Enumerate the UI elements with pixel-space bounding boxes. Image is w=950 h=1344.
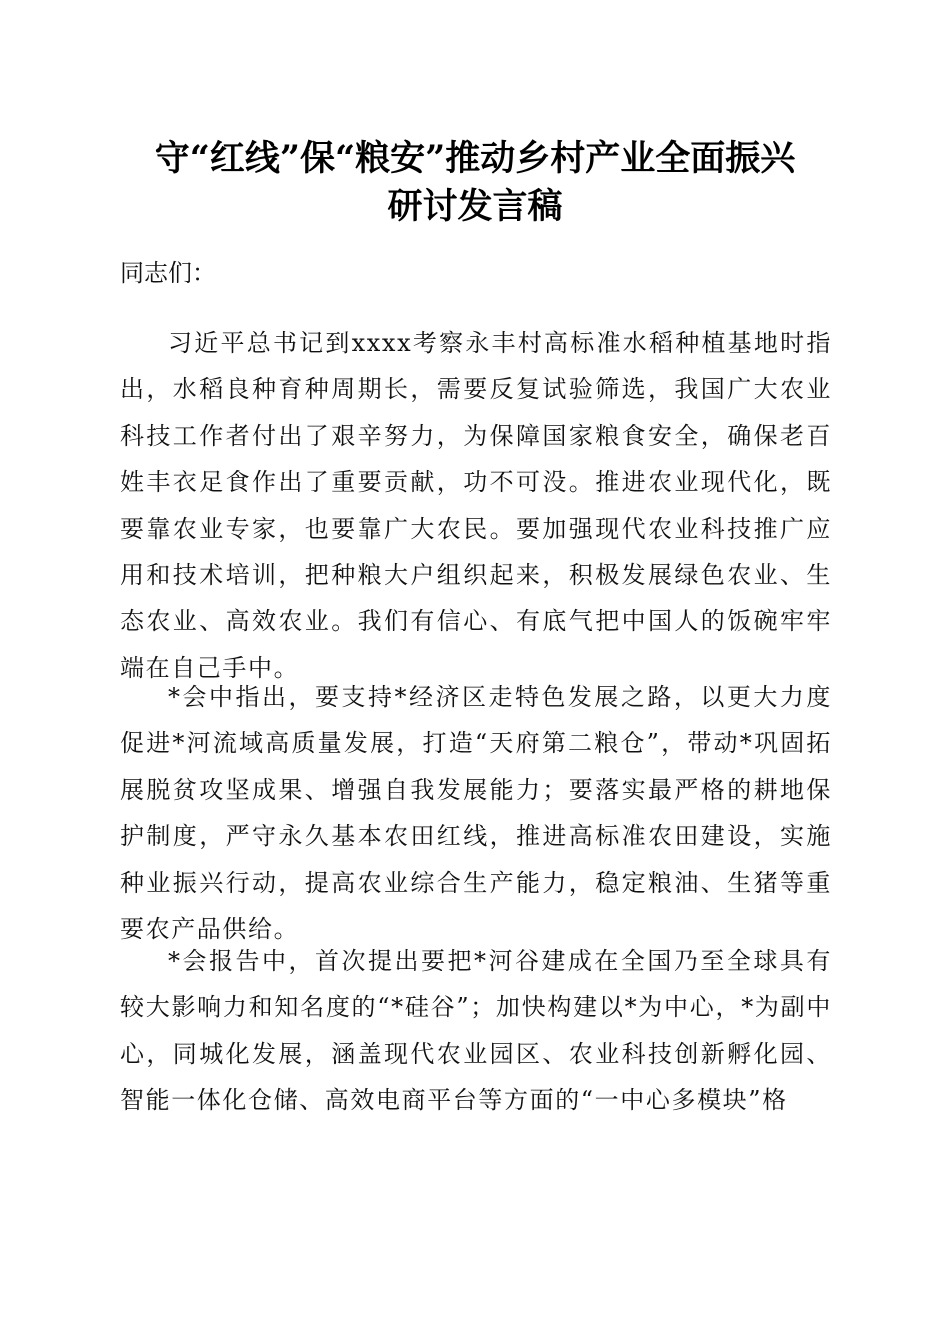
document-title-line-1: 守“红线”保“粮安”推动乡村产业全面振兴 (154, 138, 796, 179)
document-title-line-2: 研讨发言稿 (387, 186, 563, 227)
paragraph-2: *会中指出，要支持*经济区走特色发展之路，以更大力度促进*河流域高质量发展，打造“天府第二粮仓”，带动*巩固拓展脱贫攻坚成果、增强自我发展能力；要落实最严格的耕地保护制度，严守永久基本农田红线，推进高标准农田建设，实施种业振兴行动，提高农业综合生产能力，稳定粮油、生猪等重要农产品供给。 (120, 683, 832, 944)
paragraph-3: *会报告中，首次提出要把*河谷建成在全国乃至全球具有较大影响力和知名度的“*硅谷”；加快构建以*为中心，*为副中心，同城化发展，涵盖现代农业园区、农业科技创新孵化园、智能一体化仓储、高效电商平台等方面的“一中心多模块”格 (120, 947, 832, 1115)
paragraph-1: 习近平总书记到xxxx考察永丰村高标准水稻种植基地时指出，水稻良种育种周期长，需要反复试验筛选，我国广大农业科技工作者付出了艰辛努力，为保障国家粮食安全，确保老百姓丰衣足食作出了重要贡献，功不可没。推进农业现代化，既要靠农业专家，也要靠广大农民。要加强现代农业科技推广应用和技术培训，把种粮大户组织起来，积极发展绿色农业、生态农业、高效农业。我们有信心、有底气把中国人的饭碗牢牢端在自己手中。 (120, 329, 832, 682)
greeting: 同志们： (120, 259, 216, 287)
